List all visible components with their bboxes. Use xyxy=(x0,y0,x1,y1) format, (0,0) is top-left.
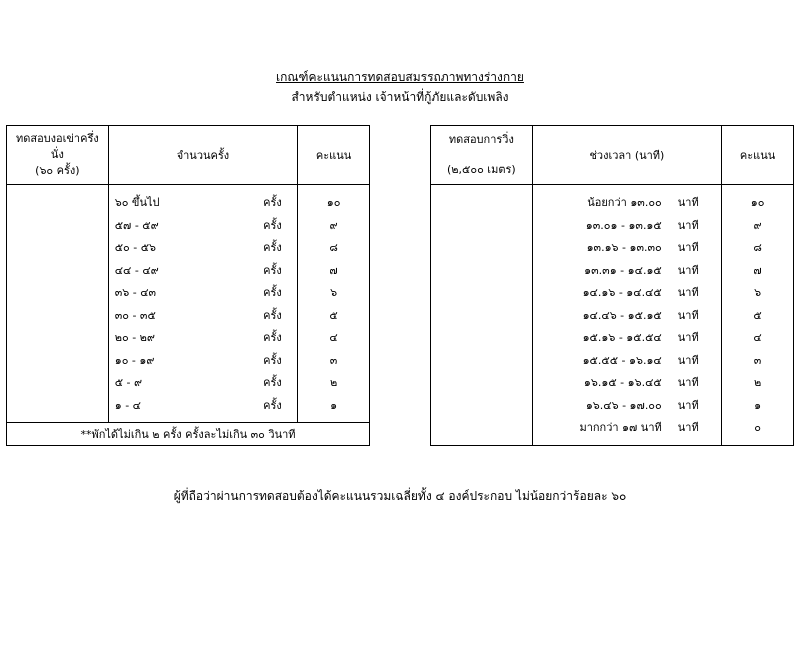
run-unit-cell: นาที xyxy=(672,236,722,259)
situp-test-header: ทดสอบงอเข่าครึ่ง นั่ง (๖๐ ครั้ง) xyxy=(7,126,109,185)
run-row xyxy=(431,214,794,237)
situp-score-table xyxy=(6,125,370,446)
run-range-cell: ๑๕.๑๖ - ๑๕.๕๔ xyxy=(582,331,662,345)
run-unit-cell: นาที xyxy=(672,326,722,349)
run-row xyxy=(431,371,794,394)
run-score-cell: ๕ xyxy=(753,308,762,322)
situp-range-cell: ๖๐ ขึ้นไป xyxy=(114,196,160,210)
situp-range-cell: ๕๗ - ๕๙ xyxy=(114,218,159,232)
situp-range-cell: ๑ - ๔ xyxy=(114,398,142,412)
situp-unit-cell: ครั้ง xyxy=(248,236,298,259)
run-row xyxy=(431,394,794,417)
situp-score-cell: ๑ xyxy=(330,398,338,412)
run-row xyxy=(431,349,794,372)
situp-blank-cell xyxy=(7,371,109,394)
situp-row xyxy=(7,259,370,282)
run-range-cell: มากกว่า ๑๗ นาที xyxy=(579,421,662,435)
situp-score-cell: ๘ xyxy=(329,241,338,255)
run-range-cell: ๑๓.๓๑ - ๑๔.๑๕ xyxy=(584,263,662,277)
run-blank-cell xyxy=(431,326,533,349)
run-row xyxy=(431,281,794,304)
run-score-cell: ๘ xyxy=(753,241,762,255)
run-range-cell: ๑๔.๑๖ - ๑๔.๔๕ xyxy=(582,286,662,300)
run-blank-cell xyxy=(431,416,533,439)
run-blank-cell xyxy=(431,349,533,372)
run-range-cell: น้อยกว่า ๑๓.๐๐ xyxy=(587,196,662,210)
situp-score-cell: ๙ xyxy=(329,218,338,232)
situp-score-cell: ๔ xyxy=(329,331,338,345)
run-range-cell: ๑๓.๐๑ - ๑๓.๑๕ xyxy=(585,218,662,232)
run-row xyxy=(431,191,794,214)
run-score-cell: ๙ xyxy=(753,218,762,232)
situp-unit-cell: ครั้ง xyxy=(248,326,298,349)
situp-row xyxy=(7,281,370,304)
run-unit-cell: นาที xyxy=(672,191,722,214)
situp-unit-cell: ครั้ง xyxy=(248,371,298,394)
situp-row xyxy=(7,394,370,417)
run-unit-cell: นาที xyxy=(672,304,722,327)
situp-unit-cell: ครั้ง xyxy=(248,349,298,372)
situp-unit-cell: ครั้ง xyxy=(248,214,298,237)
run-range-cell: ๑๓.๑๖ - ๑๓.๓๐ xyxy=(586,241,662,255)
situp-unit-cell: ครั้ง xyxy=(248,394,298,417)
situp-unit-cell: ครั้ง xyxy=(248,191,298,214)
situp-blank-cell xyxy=(7,349,109,372)
run-test-header: ทดสอบการวิ่ง (๒,๕๐๐ เมตร) xyxy=(431,126,533,185)
situp-footnote: **พักได้ไม่เกิน ๒ ครั้ง ครั้งละไม่เกิน ๓๐ วินาที xyxy=(7,423,370,446)
situp-unit-cell: ครั้ง xyxy=(248,304,298,327)
run-range-cell: ๑๕.๕๕ - ๑๖.๑๔ xyxy=(582,353,662,367)
situp-range-cell: ๕๐ - ๕๖ xyxy=(114,241,157,255)
run-row xyxy=(431,259,794,282)
situp-range-cell: ๓๖ - ๔๓ xyxy=(114,286,157,300)
situp-row xyxy=(7,371,370,394)
run-range-cell: ๑๖.๑๕ - ๑๖.๔๕ xyxy=(583,376,662,390)
run-unit-cell: นาที xyxy=(672,394,722,417)
run-unit-cell: นาที xyxy=(672,259,722,282)
situp-range-cell: ๕ - ๙ xyxy=(114,376,143,390)
situp-blank-cell xyxy=(7,326,109,349)
run-score-cell: ๗ xyxy=(753,263,762,277)
run-time-header: ช่วงเวลา (นาที) xyxy=(532,126,721,185)
situp-blank-cell xyxy=(7,304,109,327)
situp-range-cell: ๒๐ - ๒๙ xyxy=(114,331,155,345)
situp-row xyxy=(7,304,370,327)
run-blank-cell xyxy=(431,394,533,417)
run-blank-cell xyxy=(431,259,533,282)
run-row xyxy=(431,236,794,259)
situp-blank-cell xyxy=(7,236,109,259)
run-score-cell: ๐ xyxy=(754,421,761,435)
run-score-cell: ๖ xyxy=(754,286,762,300)
situp-blank-cell xyxy=(7,394,109,417)
situp-row xyxy=(7,214,370,237)
situp-row xyxy=(7,349,370,372)
run-score-cell: ๓ xyxy=(753,353,762,367)
pass-criteria-summary: ผู้ที่ถือว่าผ่านการทดสอบต้องได้คะแนนรวมเฉลี่ยทั้ง ๔ องค์ประกอบ ไม่น้อยกว่าร้อยละ ๖๐ xyxy=(173,489,627,503)
run-score-cell: ๑ xyxy=(754,398,762,412)
run-blank-cell xyxy=(431,281,533,304)
run-unit-cell: นาที xyxy=(672,281,722,304)
run-range-cell: ๑๔.๔๖ - ๑๕.๑๕ xyxy=(582,308,662,322)
run-unit-cell: นาที xyxy=(672,416,722,439)
situp-score-cell: ๕ xyxy=(329,308,338,322)
run-row xyxy=(431,304,794,327)
situp-score-cell: ๒ xyxy=(329,376,338,390)
run-unit-cell: นาที xyxy=(672,214,722,237)
situp-blank-cell xyxy=(7,259,109,282)
situp-score-cell: ๑๐ xyxy=(326,196,341,210)
run-blank-cell xyxy=(431,191,533,214)
run-score-cell: ๑๐ xyxy=(750,196,765,210)
run-unit-cell: นาที xyxy=(672,371,722,394)
run-row xyxy=(431,416,794,439)
document-title: เกณฑ์คะแนนการทดสอบสมรรถภาพทางร่างกาย xyxy=(276,70,524,84)
situp-score-cell: ๖ xyxy=(330,286,338,300)
run-unit-cell: นาที xyxy=(672,349,722,372)
situp-range-cell: ๔๔ - ๔๙ xyxy=(114,263,159,277)
run-score-header: คะแนน xyxy=(722,126,794,185)
situp-score-cell: ๗ xyxy=(329,263,338,277)
run-blank-cell xyxy=(431,371,533,394)
run-range-cell: ๑๖.๔๖ - ๑๗.๐๐ xyxy=(585,398,662,412)
run-score-table xyxy=(430,125,794,446)
document-subtitle: สำหรับตำแหน่ง เจ้าหน้าที่กู้ภัยและดับเพลิง xyxy=(291,90,509,104)
situp-blank-cell xyxy=(7,191,109,214)
run-blank-cell xyxy=(431,236,533,259)
run-row xyxy=(431,326,794,349)
situp-row xyxy=(7,236,370,259)
situp-row xyxy=(7,326,370,349)
situp-unit-cell: ครั้ง xyxy=(248,281,298,304)
situp-range-cell: ๑๐ - ๑๙ xyxy=(114,353,155,367)
situp-row xyxy=(7,191,370,214)
situp-blank-cell xyxy=(7,281,109,304)
situp-unit-cell: ครั้ง xyxy=(248,259,298,282)
situp-score-header: คะแนน xyxy=(298,126,370,185)
situp-count-header: จำนวนครั้ง xyxy=(108,126,297,185)
run-blank-cell xyxy=(431,304,533,327)
run-score-cell: ๔ xyxy=(753,331,762,345)
situp-range-cell: ๓๐ - ๓๕ xyxy=(114,308,156,322)
situp-score-cell: ๓ xyxy=(329,353,338,367)
situp-blank-cell xyxy=(7,214,109,237)
run-score-cell: ๒ xyxy=(753,376,762,390)
run-blank-cell xyxy=(431,214,533,237)
